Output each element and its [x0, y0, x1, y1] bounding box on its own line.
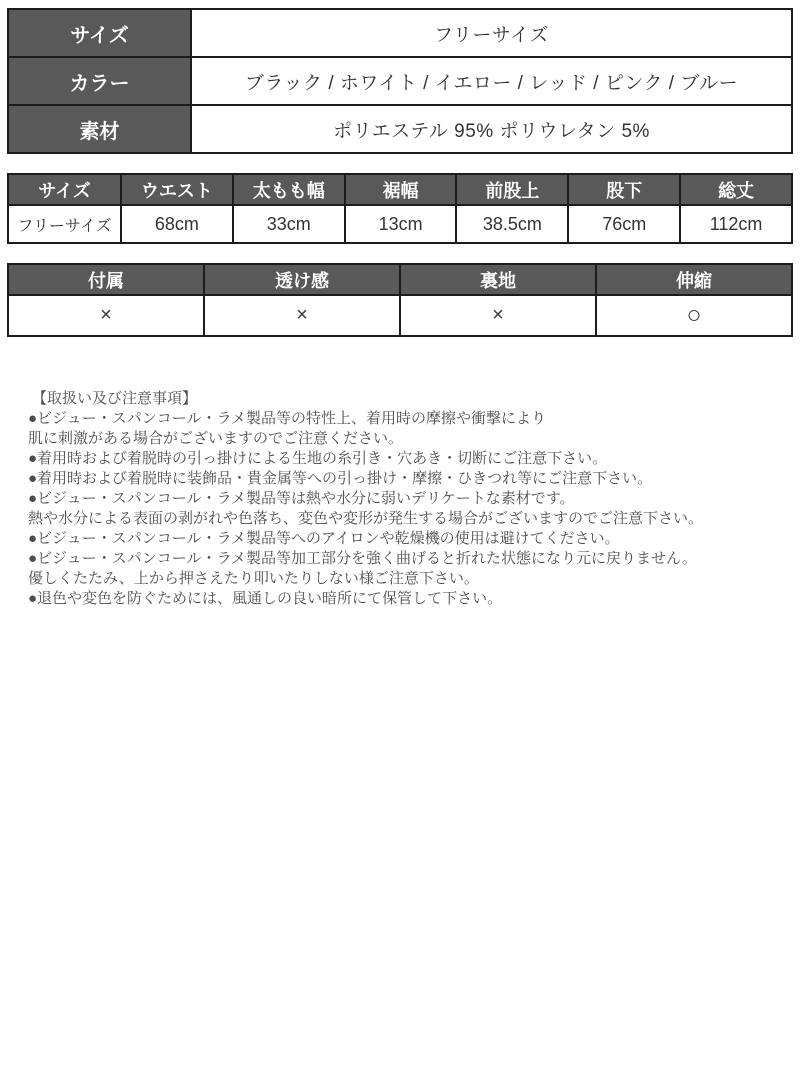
meas-value-total-length: 112cm — [680, 205, 792, 243]
spec-label-color: カラー — [8, 57, 191, 105]
note-line: 優しくたたみ、上から押さえたり叩いたりしない様ご注意下さい。 — [28, 570, 479, 587]
table-row — [8, 105, 792, 153]
meas-value-front-rise: 38.5cm — [456, 205, 568, 243]
meas-header-total-length: 総丈 — [680, 174, 792, 205]
meas-header-hem: 裾幅 — [345, 174, 457, 205]
meas-value-inseam: 76cm — [568, 205, 680, 243]
meas-value-thigh: 33cm — [233, 205, 345, 243]
meas-header-thigh: 太もも幅 — [233, 174, 345, 205]
feat-value-stretch: ○ — [596, 295, 792, 336]
spec-value-size: フリーサイズ — [191, 9, 792, 57]
spec-table — [7, 8, 793, 154]
table-row — [8, 205, 792, 243]
note-line: ●ビジュー・スパンコール・ラメ製品等の特性上、着用時の摩擦や衝撃により — [28, 410, 547, 427]
feat-header-lining: 裏地 — [400, 264, 596, 295]
spec-value-material: ポリエステル 95% ポリウレタン 5% — [191, 105, 792, 153]
table-row — [8, 295, 792, 336]
features-table — [7, 263, 793, 337]
spec-value-color: ブラック / ホワイト / イエロー / レッド / ピンク / ブルー — [191, 57, 792, 105]
table-row — [8, 9, 792, 57]
meas-header-inseam: 股下 — [568, 174, 680, 205]
meas-header-size: サイズ — [8, 174, 121, 205]
note-line: 熱や水分による表面の剥がれや色落ち、変色や変形が発生する場合がございますのでご注意下さい。 — [28, 510, 704, 527]
note-line: ●退色や変色を防ぐためには、風通しの良い暗所にて保管して下さい。 — [28, 590, 503, 607]
meas-value-waist: 68cm — [121, 205, 233, 243]
notes-title: 【取扱い及び注意事項】 — [32, 390, 198, 407]
note-line: ●ビジュー・スパンコール・ラメ製品等へのアイロンや乾燥機の使用は避けてください。 — [28, 530, 620, 547]
feat-header-stretch: 伸縮 — [596, 264, 792, 295]
table-row — [8, 57, 792, 105]
meas-value-hem: 13cm — [345, 205, 457, 243]
handling-notes — [7, 389, 793, 609]
note-line: 肌に刺激がある場合がございますのでご注意ください。 — [28, 430, 404, 447]
meas-header-front-rise: 前股上 — [456, 174, 568, 205]
feat-header-accessories: 付属 — [8, 264, 204, 295]
feat-header-sheerness: 透け感 — [204, 264, 400, 295]
note-line: ●着用時および着脱時に装飾品・貴金属等への引っ掛け・摩擦・ひきつれ等にご注意下さい。 — [28, 470, 653, 487]
meas-value-size: フリーサイズ — [8, 205, 121, 243]
table-header-row — [8, 174, 792, 205]
note-line: ●ビジュー・スパンコール・ラメ製品等は熱や水分に弱いデリケートな素材です。 — [28, 490, 575, 507]
spec-label-size: サイズ — [8, 9, 191, 57]
feat-value-lining: × — [400, 295, 596, 336]
measurements-table — [7, 173, 793, 244]
note-line: ●着用時および着脱時の引っ掛けによる生地の糸引き・穴あき・切断にご注意下さい。 — [28, 450, 608, 467]
note-line: ●ビジュー・スパンコール・ラメ製品等加工部分を強く曲げると折れた状態になり元に戻りません。 — [28, 550, 697, 567]
feat-value-accessories: × — [8, 295, 204, 336]
feat-value-sheerness: × — [204, 295, 400, 336]
meas-header-waist: ウエスト — [121, 174, 233, 205]
spec-label-material: 素材 — [8, 105, 191, 153]
table-header-row — [8, 264, 792, 295]
